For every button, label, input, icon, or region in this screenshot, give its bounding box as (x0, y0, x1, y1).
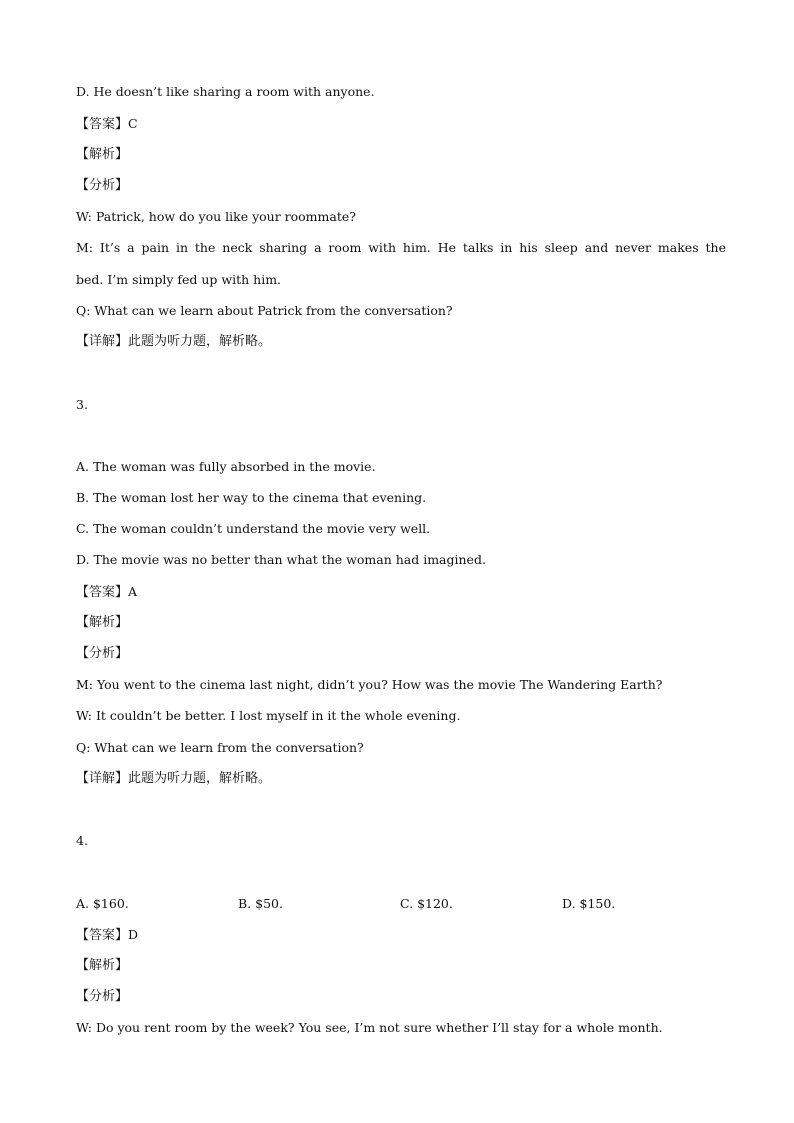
q2-dialogue-line: W: Patrick, how do you like your roommate? (76, 209, 356, 224)
q4-breakdown-label: 【分析】 (76, 989, 129, 1004)
q3-breakdown-label: 【分析】 (76, 646, 129, 661)
q3-detail: 【详解】此题为听力题，解析略。 (76, 771, 272, 786)
q4-option-a: A. $160. (76, 896, 129, 911)
q3-answer (76, 584, 137, 601)
q3-option-b: B. The woman lost her way to the cinema that evening. (76, 490, 427, 505)
q4-answer (76, 927, 138, 944)
q2-dialogue-line: bed. I’m simply fed up with him. (76, 272, 282, 287)
q4-answer-value: D (128, 927, 139, 942)
q2-dialogue-line: M: It’s a pain in the neck sharing a room with him. He talks in his sleep and never makes the (76, 240, 726, 255)
q4-option-c: C. $120. (400, 896, 453, 911)
q2-analysis-label: 【解析】 (76, 147, 129, 162)
q3-question-line: Q: What can we learn from the conversation? (76, 740, 364, 755)
q3-answer-value: A (128, 584, 138, 599)
q4-analysis-label: 【解析】 (76, 958, 129, 973)
q3-dialogue-line: W: It couldn’t be better. I lost myself in it the whole evening. (76, 708, 461, 723)
q4-number: 4. (76, 833, 88, 848)
q2-answer-label: 【答案】 (76, 117, 129, 132)
q2-option-d: D. He doesn’t like sharing a room with anyone. (76, 84, 375, 99)
q4-option-b: B. $50. (238, 896, 283, 911)
q4-option-d: D. $150. (562, 896, 616, 911)
q3-answer-label: 【答案】 (76, 585, 129, 600)
q3-option-d: D. The movie was no better than what the woman had imagined. (76, 552, 486, 567)
q2-breakdown-label: 【分析】 (76, 178, 129, 193)
q2-answer-value: C (128, 116, 138, 131)
q4-dialogue-line: W: Do you rent room by the week? You see, I’m not sure whether I’ll stay for a whole month. (76, 1020, 663, 1035)
q3-analysis-label: 【解析】 (76, 615, 129, 630)
q3-dialogue-line: M: You went to the cinema last night, didn’t you? How was the movie The Wandering Earth? (76, 677, 663, 692)
q3-option-c: C. The woman couldn’t understand the movie very well. (76, 521, 431, 536)
q3-option-a: A. The woman was fully absorbed in the movie. (76, 459, 376, 474)
q3-number: 3. (76, 397, 88, 412)
q2-detail: 【详解】此题为听力题，解析略。 (76, 334, 272, 349)
q2-question-line: Q: What can we learn about Patrick from the conversation? (76, 303, 453, 318)
q4-answer-label: 【答案】 (76, 928, 129, 943)
q2-answer (76, 116, 138, 133)
